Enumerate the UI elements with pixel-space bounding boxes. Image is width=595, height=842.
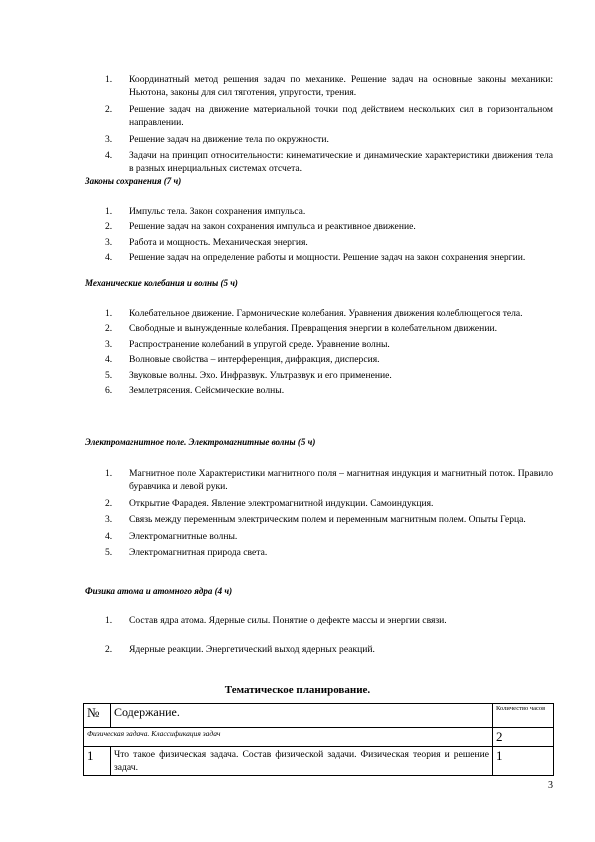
header-hours: Количество часов <box>493 704 554 728</box>
header-content: Содержание. <box>111 704 493 728</box>
section-title-conservation: Законы сохранения (7 ч) <box>85 176 182 186</box>
list-item: 3. Распространение колебаний в упругой среде. Уравнение волны. <box>105 338 390 350</box>
list-item: 4. Волновые свойства – интерференция, дифракция, дисперсия. <box>105 354 380 366</box>
list-item: 4. Электромагнитные волны. <box>105 530 238 542</box>
section-title-oscillations: Механические колебания и волны (5 ч) <box>85 278 238 288</box>
list-item: 2. Свободные и вынужденные колебания. Превращения энергии в колебательном движении. <box>105 323 497 335</box>
list-conservation <box>85 205 553 265</box>
list-atom <box>85 614 553 657</box>
list-item: 3. Решение задач на движение тела по окружности. <box>105 133 329 145</box>
list-item: 3. Работа и мощность. Механическая энергия. <box>105 236 308 248</box>
list-electromagnetic <box>85 467 553 559</box>
row-hours: 1 <box>493 747 554 776</box>
table-header-row <box>84 704 554 728</box>
row-hours: 2 <box>493 728 554 747</box>
list-item: 3. Связь между переменным электрическим полем и переменным магнитным полем. Опыты Герца. <box>105 514 526 526</box>
table-row <box>84 728 554 747</box>
list-item: 2. Решение задач на движение материальной точки под действием нескольких сил в горизонтальном направлении. <box>105 103 553 129</box>
list-item: 1. Магнитное поле Характеристики магнитного поля – магнитная индукция и магнитный поток. Правило буравчика и левой руки. <box>105 468 553 493</box>
row-content: Что такое физическая задача. Состав физической задачи. Физическая теория и решение задач. <box>111 747 493 776</box>
list-item: 4. Решение задач на определение работы и мощности. Решение задач на закон сохранения энергии. <box>105 252 526 264</box>
section-title-electromagnetic: Электромагнитное поле. Электромагнитные волны (5 ч) <box>85 437 316 447</box>
page-number: 3 <box>548 780 553 791</box>
table-row <box>84 747 554 776</box>
list-item: 5. Электромагнитная природа света. <box>105 547 268 559</box>
list-item: 4. Задачи на принцип относительности: кинематические и динамические характеристики движения тела в разных инерциальных системах отсчета. <box>105 150 553 175</box>
list-item: 6. Землетрясения. Сейсмические волны. <box>105 385 285 397</box>
list-item: 2. Открытие Фарадея. Явление электромагнитной индукции. Самоиндукция. <box>105 497 434 509</box>
list-item: 1. Колебательное движение. Гармонические колебания. Уравнения движения колеблющегося тела. <box>105 308 523 319</box>
row-section-label: Физическая задача. Классификация задач <box>84 728 493 747</box>
list-oscillations <box>85 307 553 397</box>
list-mechanics <box>85 73 553 176</box>
row-number: 1 <box>84 747 111 776</box>
list-item: 1. Импульс тела. Закон сохранения импульса. <box>105 206 306 217</box>
list-item: 5. Звуковые волны. Эхо. Инфразвук. Ультразвук и его применение. <box>105 369 392 381</box>
table-title: Тематическое планирование. <box>224 684 371 696</box>
header-number: № <box>84 704 111 728</box>
list-item: 2. Ядерные реакции. Энергетический выход ядерных реакций. <box>105 644 375 656</box>
list-item: 1. Состав ядра атома. Ядерные силы. Понятие о дефекте массы и энергии связи. <box>105 615 447 626</box>
section-title-atom: Физика атома и атомного ядра (4 ч) <box>85 586 233 596</box>
list-item: 1. Координатный метод решения задач по механике. Решение задач на основные законы механики: Ньютона, законы для сил тяготения, упругости, трения. <box>105 74 553 99</box>
list-item: 2. Решение задач на закон сохранения импульса и реактивное движение. <box>105 221 416 233</box>
plan-table <box>83 703 554 776</box>
